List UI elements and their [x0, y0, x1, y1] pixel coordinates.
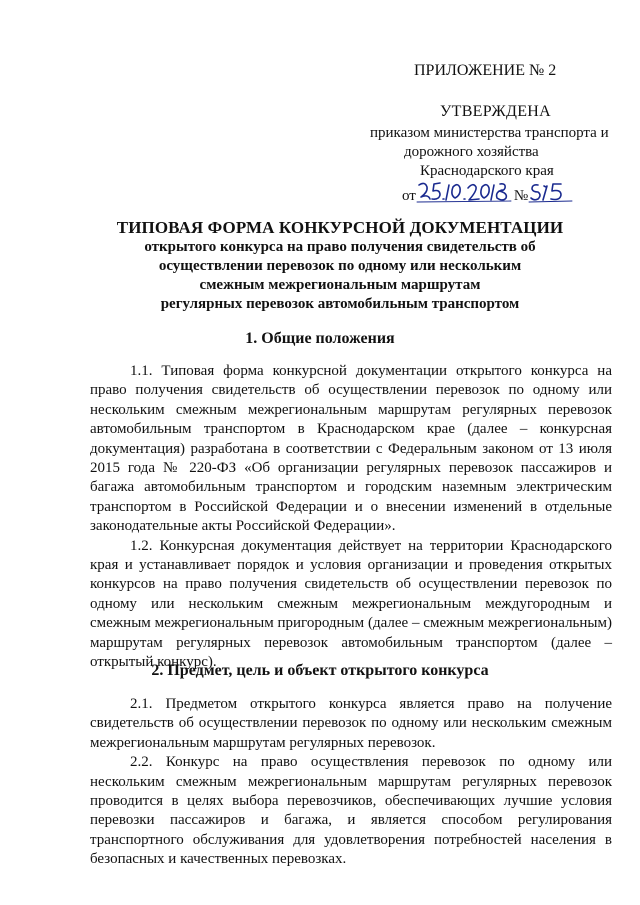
title-sub-line-4: регулярных перевозок автомобильным транспортом — [160, 296, 520, 312]
paragraph-2-2: 2.2. Конкурс на право осуществления перевозок по одному или нескольким смежным межрегиональным маршрутам регулярных перевозок проводится в целях выбора перевозчиков, обеспечивающих лучшие условия перевозки пассажиров и багажа, и является способом регулирования транспортного обслуживания для удовлетворения потребностей населения в безопасных и качественных перевозках. — [90, 754, 612, 868]
order-line-3: Краснодарского края — [420, 163, 554, 179]
paragraph-1-1: 1.1. Типовая форма конкурсной документации открытого конкурса на право получения свидетельств об осуществлении перевозок по одному или нескольким смежным межрегиональным маршрутам регулярных перевозок автомобильным транспортом в Краснодарском крае (далее – конкурсная документация) разработана в соответствии с Федеральным законом от 13 июля 2015 года № 220-ФЗ «Об организации регулярных перевозок пассажиров и багажа автомобильным транспортом и городским наземным электрическим транспортом в Российской Федерации и о внесении изменений в отдельные законодательные акты Российской Федерации». — [90, 363, 612, 535]
date-prefix: от — [402, 188, 416, 204]
order-line-1: приказом министерства транспорта и — [370, 125, 609, 141]
title-sub-line-3: смежным межрегиональным маршрутам — [199, 277, 481, 293]
handwritten-number — [528, 179, 574, 205]
section-heading-2: 2. Предмет, цель и объект открытого конкурса — [151, 662, 489, 679]
section-2-body — [90, 695, 612, 870]
section-1-body — [90, 362, 612, 673]
title-main: ТИПОВАЯ ФОРМА КОНКУРСНОЙ ДОКУМЕНТАЦИИ — [116, 218, 564, 237]
handwritten-date — [416, 179, 512, 205]
section-heading-1: 1. Общие положения — [245, 330, 395, 347]
approved-label: УТВЕРЖДЕНА — [440, 103, 552, 120]
paragraph-1-2: 1.2. Конкурсная документация действует на территории Краснодарского края и устанавливает порядок и условия организации и проведения открытых конкурсов на право получения свидетельств об осуществлении перевозок по одному или нескольким смежным межрегиональным междугородным и смежным межрегиональным пригородным (далее – смежным межрегиональным) маршрутам регулярных перевозок автомобильным транспортом (далее – открытый конкурс). — [90, 537, 612, 671]
document-title — [60, 217, 620, 314]
order-line-2: дорожного хозяйства — [404, 144, 539, 160]
appendix-label: ПРИЛОЖЕНИЕ № 2 — [414, 62, 557, 79]
order-date-line — [402, 179, 574, 205]
paragraph-2-1: 2.1. Предметом открытого конкурса является право на получение свидетельств об осуществлении перевозок по одному или нескольким смежным межрегиональным маршрутам регулярных перевозок. — [90, 696, 612, 751]
number-sign: № — [513, 188, 529, 204]
title-sub-line-2: осуществлении перевозок по одному или нескольким — [158, 258, 522, 274]
title-sub-line-1: открытого конкурса на право получения свидетельств об — [144, 239, 536, 255]
